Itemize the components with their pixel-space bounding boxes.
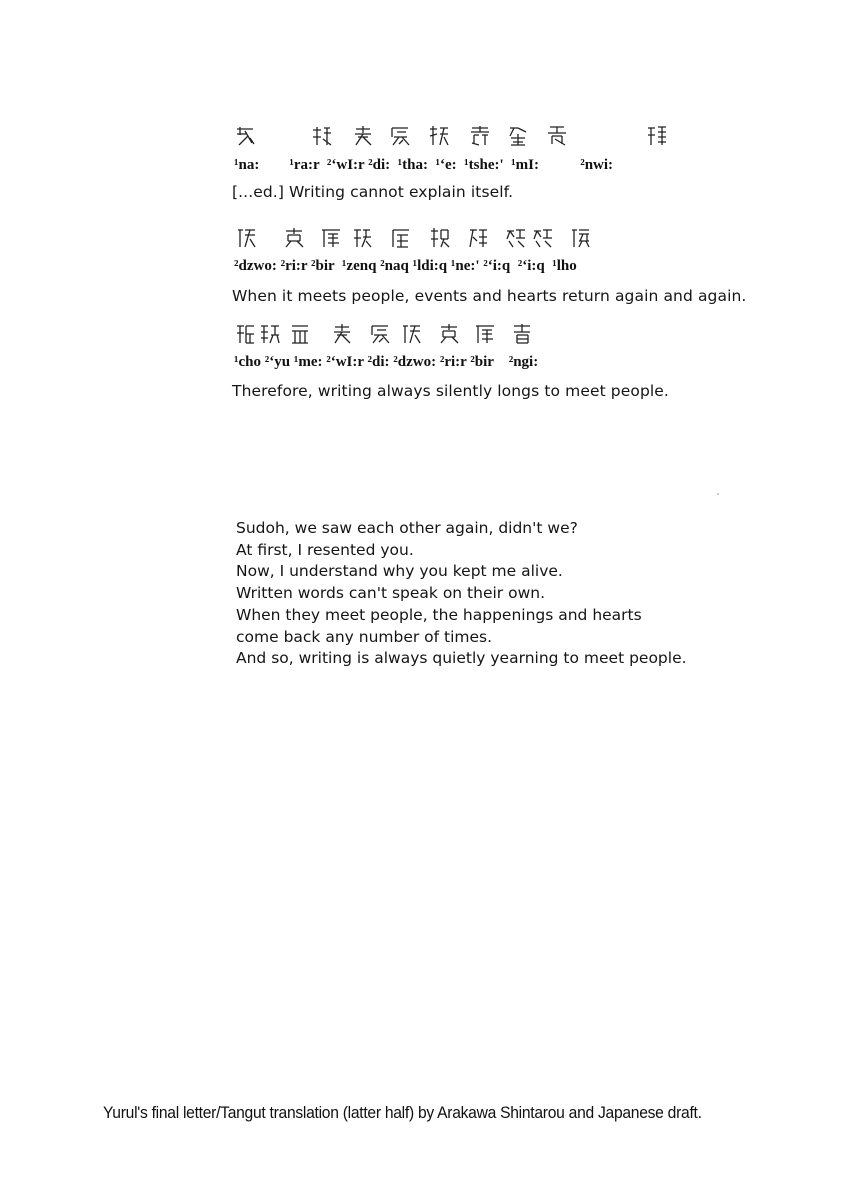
draft-line: come back any number of times. bbox=[236, 627, 493, 646]
tangut-glyph bbox=[390, 227, 412, 249]
translation-line-2: When it meets people, events and hearts return again and again. bbox=[232, 287, 747, 305]
scan-speck bbox=[717, 493, 719, 495]
tangut-glyph-row-3 bbox=[0, 323, 847, 353]
tangut-glyph bbox=[474, 323, 496, 345]
tangut-glyph bbox=[235, 227, 257, 249]
tangut-glyph bbox=[352, 125, 374, 147]
tangut-glyph bbox=[289, 323, 311, 345]
tangut-glyph bbox=[507, 125, 529, 147]
tangut-glyph bbox=[389, 125, 411, 147]
tangut-glyph bbox=[429, 227, 451, 249]
tangut-glyph bbox=[351, 227, 373, 249]
tangut-glyph bbox=[646, 125, 668, 147]
tangut-glyph bbox=[283, 227, 305, 249]
draft-line: Now, I understand why you kept me alive. bbox=[236, 562, 563, 581]
draft-line: When they meet people, the happenings and hearts bbox=[236, 605, 642, 624]
tangut-glyph bbox=[546, 125, 568, 147]
tangut-glyph bbox=[438, 323, 460, 345]
romanization-line-3: ¹cho ²ʻyu ¹me: ²ʻwI:r ²di: ²dzwo: ²ri:r ²bir ²ngi: bbox=[234, 354, 539, 370]
translation-line-3: Therefore, writing always silently longs to meet people. bbox=[232, 382, 669, 400]
tangut-glyph-row-1 bbox=[0, 125, 847, 155]
tangut-glyph bbox=[331, 323, 353, 345]
tangut-glyph bbox=[234, 323, 256, 345]
draft-line: And so, writing is always quietly yearning to meet people. bbox=[236, 649, 687, 668]
draft-line: Sudoh, we saw each other again, didn't we? bbox=[236, 519, 578, 537]
tangut-glyph bbox=[320, 227, 342, 249]
tangut-glyph bbox=[234, 125, 256, 147]
page-caption: Yurul's final letter/Tangut translation (latter half) by Arakawa Shintarou and Japanese draft. bbox=[103, 1103, 702, 1122]
tangut-glyph bbox=[511, 323, 533, 345]
tangut-glyph bbox=[428, 125, 450, 147]
draft-line: At first, I resented you. bbox=[236, 540, 414, 559]
tangut-glyph bbox=[569, 227, 591, 249]
tangut-glyph bbox=[311, 125, 333, 147]
tangut-glyph bbox=[369, 323, 391, 345]
draft-line: Written words can't speak on their own. bbox=[236, 584, 546, 603]
tangut-glyph bbox=[469, 125, 491, 147]
romanization-line-1: ¹na: ¹ra:r ²ʻwI:r ²di: ¹tha: ¹ʻe: ¹tshe:' ¹mI: ²nwi: bbox=[234, 157, 614, 173]
tangut-glyph bbox=[400, 323, 422, 345]
tangut-glyph bbox=[505, 227, 527, 249]
romanization-line-2: ²dzwo: ²ri:r ²bir ¹zenq ²naq ¹ldi:q ¹ne:' ²ʻi:q ²ʻi:q ¹lho bbox=[234, 258, 577, 274]
tangut-glyph bbox=[532, 227, 554, 249]
translation-line-1: [...ed.] Writing cannot explain itself. bbox=[232, 183, 514, 201]
tangut-glyph bbox=[259, 323, 281, 345]
japanese-draft-translation bbox=[236, 518, 687, 670]
tangut-glyph-row-2 bbox=[0, 227, 847, 257]
tangut-glyph bbox=[467, 227, 489, 249]
